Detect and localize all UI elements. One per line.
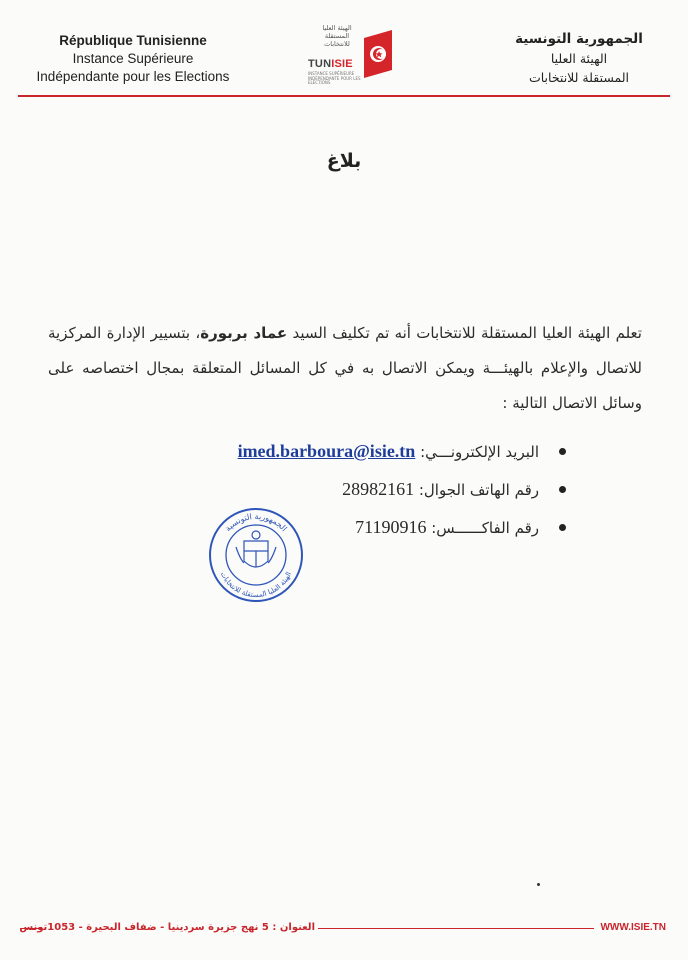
header-divider bbox=[18, 95, 670, 97]
logo-brand-prefix: TUN bbox=[308, 58, 332, 70]
header-arabic bbox=[494, 30, 664, 87]
header-arabic-country: الجمهورية التونسية bbox=[515, 31, 643, 47]
logo-subtitle: INSTANCE SUPÉRIEURE INDÉPENDANTE POUR LES ELECTIONS bbox=[308, 71, 361, 85]
document-title: بلاغ bbox=[326, 150, 362, 172]
bullet-icon bbox=[559, 448, 566, 455]
body-part1: تعلم الهيئة العليا المستقلة للانتخابات أنه تم تكليف السيد bbox=[287, 324, 642, 342]
header-french-line2: Instance Supérieure bbox=[72, 51, 194, 66]
bullet-icon bbox=[559, 524, 566, 531]
header-arabic-line3: المستقلة للانتخابات bbox=[528, 70, 630, 85]
list-item-fax bbox=[120, 512, 565, 550]
footer-divider-right bbox=[314, 928, 594, 929]
contact-list bbox=[120, 436, 565, 550]
coat-of-arms-icon bbox=[236, 531, 276, 567]
stray-mark bbox=[537, 883, 540, 886]
mobile-label: رقم الهاتف الجوال: bbox=[418, 481, 539, 499]
isie-logo bbox=[304, 20, 394, 84]
stamp-bottom-text: الهيئة العليا المستقلة للانتخابات bbox=[218, 570, 294, 600]
mobile-number: 28982161 bbox=[342, 479, 415, 499]
email-label: البريد الإلكترونـــي: bbox=[420, 443, 539, 461]
announcement-body bbox=[48, 316, 642, 421]
tunisian-flag-icon bbox=[362, 30, 392, 78]
logo-brand bbox=[308, 58, 353, 70]
fax-label: رقم الفاكــــــس: bbox=[431, 519, 539, 537]
footer-address: العنوان : 5 نهج جزيرة سردينيا - ضفاف البحيرة - 1053تونس bbox=[42, 922, 318, 933]
list-item-mobile bbox=[120, 474, 565, 512]
header-arabic-line2: الهيئة العليا bbox=[550, 51, 608, 66]
official-stamp bbox=[208, 507, 304, 603]
stamp-top-text: الجمهورية التونسية bbox=[223, 511, 289, 534]
body-part2: ، بتسيير الإدارة المركزية للاتصال والإعلام بالهيئـــة ويمكن الاتصال به في كل المسائل المتعلقة بمجال اختصاصه على وسائل الاتصال التالية : bbox=[48, 324, 642, 412]
fax-number: 71190916 bbox=[355, 517, 427, 537]
email-link[interactable]: imed.barboura@isie.tn bbox=[237, 441, 416, 461]
appointee-name: عماد بربورة bbox=[200, 324, 288, 342]
logo-arabic-text: الهيئة العليا المستقلة للانتخابات bbox=[322, 24, 352, 48]
bullet-icon bbox=[559, 486, 566, 493]
header-french-line3: Indépendante pour les Elections bbox=[36, 69, 230, 84]
list-item-email bbox=[120, 436, 565, 474]
logo-brand-suffix: ISIE bbox=[331, 58, 353, 70]
footer-website-link[interactable]: WWW.ISIE.TN bbox=[597, 922, 666, 933]
header-french-country: République Tunisienne bbox=[59, 33, 207, 48]
header-french bbox=[30, 32, 236, 86]
